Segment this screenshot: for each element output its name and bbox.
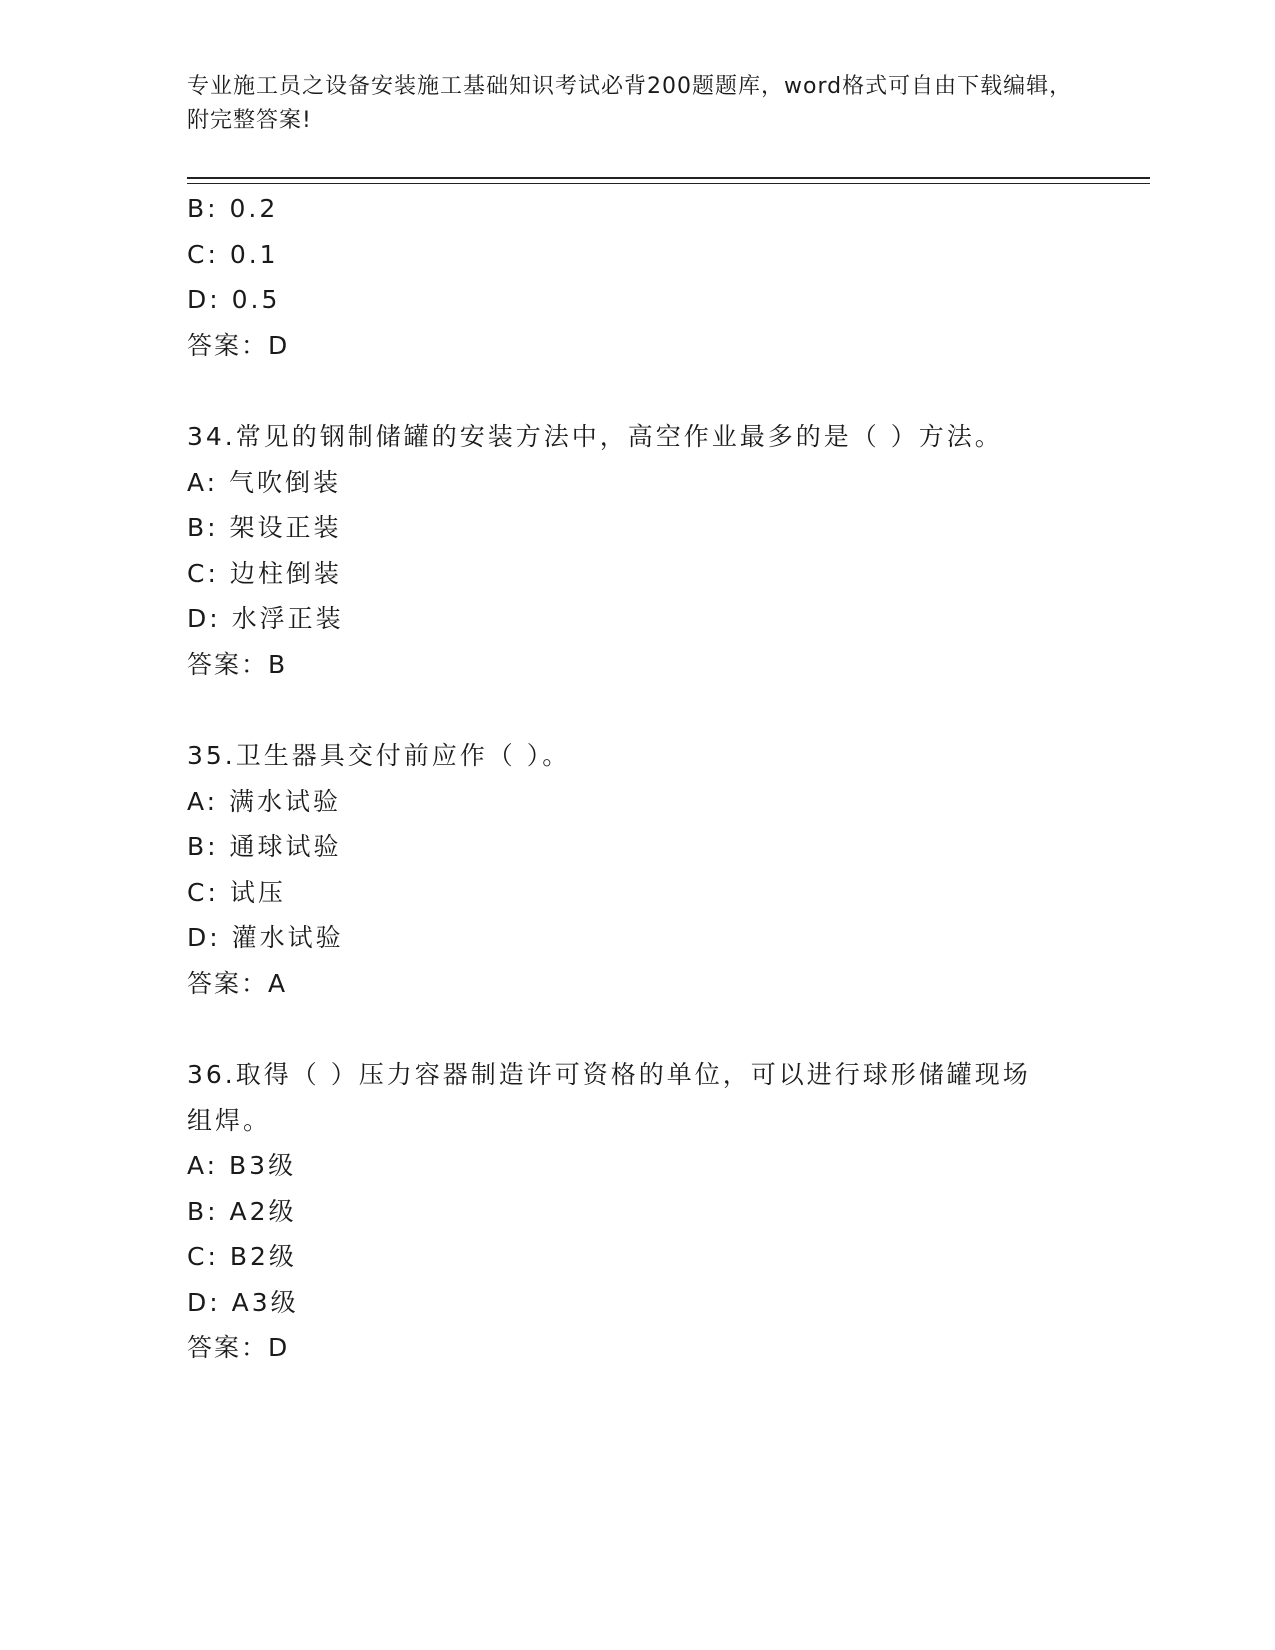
header-divider-thick	[187, 177, 1150, 179]
option-d: D: 灌水试验	[187, 923, 344, 952]
question-34	[187, 414, 1087, 687]
option-a: A: B3级	[187, 1151, 297, 1180]
option-d: D: 水浮正装	[187, 604, 344, 633]
question-36	[187, 1052, 1087, 1371]
option-d: D: 0.5	[187, 285, 281, 314]
answer-line: 答案：D	[187, 330, 290, 360]
option-b: B: 0.2	[187, 194, 279, 223]
option-c: C: 试压	[187, 877, 286, 907]
answer-line: 答案：A	[187, 968, 288, 998]
option-b: B: 通球试验	[187, 832, 342, 861]
document-body	[187, 186, 1087, 1371]
option-c: C: 边柱倒装	[187, 558, 342, 588]
question-35	[187, 733, 1087, 1006]
question-text: 35.卫生器具交付前应作（ ）。	[187, 741, 571, 770]
option-c: C: 0.1	[187, 239, 279, 269]
header-divider-thin	[187, 183, 1150, 184]
option-b: B: 架设正装	[187, 513, 342, 542]
carryover-question	[187, 186, 1087, 368]
answer-line: 答案：D	[187, 1333, 290, 1362]
answer-line: 答案：B	[187, 649, 288, 679]
option-b: B: A2级	[187, 1196, 297, 1226]
option-a: A: 满水试验	[187, 786, 342, 816]
option-c: C: B2级	[187, 1242, 297, 1271]
document-header: 专业施工员之设备安装施工基础知识考试必背200题题库，word格式可自由下载编辑，附完整答案!	[187, 74, 1073, 133]
option-d: D: A3级	[187, 1287, 299, 1317]
option-a: A: 气吹倒装	[187, 467, 342, 497]
question-text: 36.取得（ ）压力容器制造许可资格的单位，可以进行球形储罐现场组焊。	[187, 1060, 1031, 1135]
question-text: 34.常见的钢制储罐的安装方法中，高空作业最多的是（ ）方法。	[187, 422, 1003, 451]
